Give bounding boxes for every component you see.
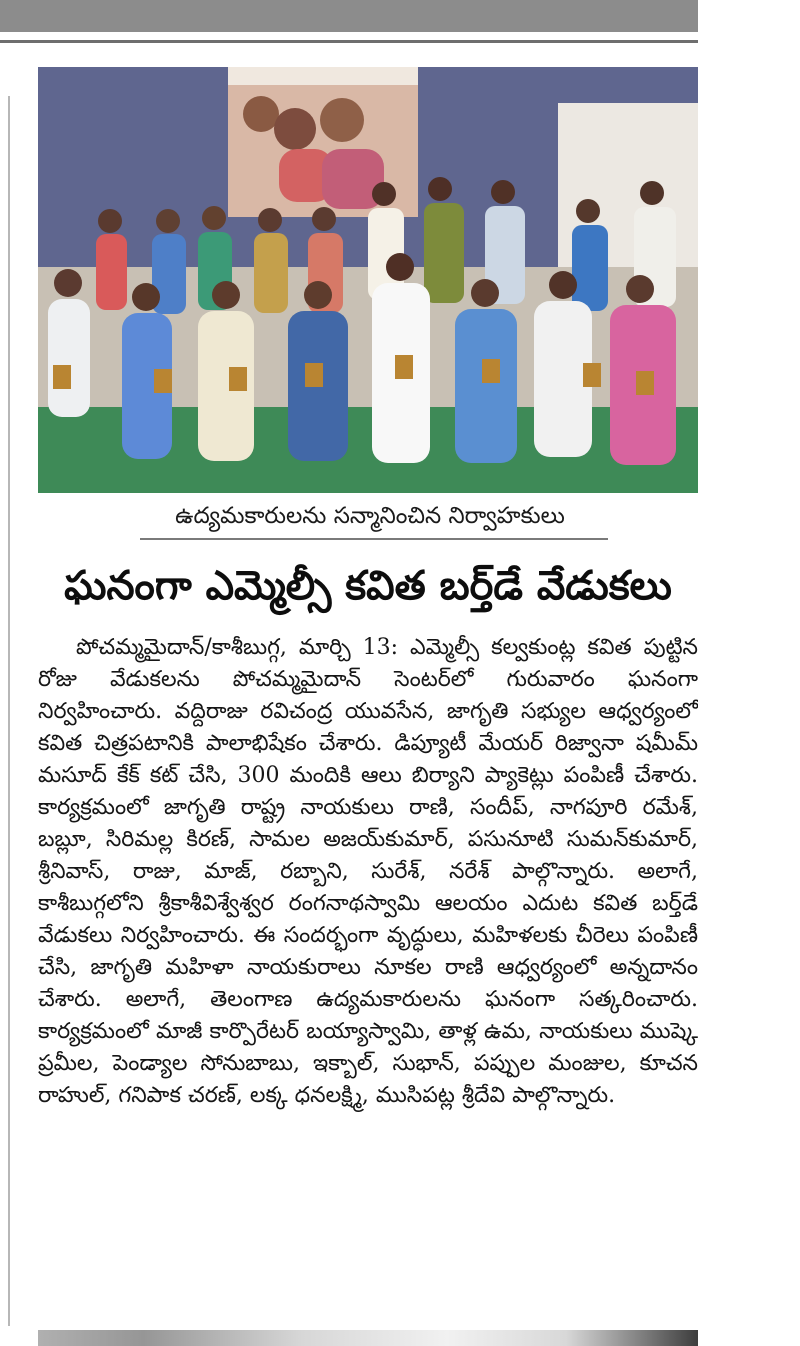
banner-portrait-2 [274, 108, 316, 150]
top-band [0, 0, 698, 32]
banner-portrait-1 [243, 96, 279, 132]
left-column-rule [8, 96, 10, 1326]
event-photo [38, 67, 698, 493]
event-photo-illustration [38, 67, 698, 493]
headline: ఘనంగా ఎమ్మెల్సీ కవిత బర్త్‌డే వేడుకలు [64, 563, 672, 609]
banner-portrait-3 [320, 98, 364, 142]
banner-top-strip [228, 67, 418, 85]
article-body: పోచమ్మమైదాన్/కాశీబుగ్గ, మార్చి 13: ఎమ్మెల్సీ కల్వకుంట్ల కవిత పుట్టిన రోజు వేడుకలను పోచమ్మమైదాన్ సెంటర్‌లో గురువారం ఘనంగా నిర్వహించారు. వద్దిరాజు రవిచంద్ర యువసేన, జాగృతి సభ్యుల ఆధ్వర్యంలో కవిత చిత్రపటానికి పాలాభిషేకం చేశారు. డిప్యూటీ మేయర్ రిజ్వానా షమీమ్ మసూద్ కేక్ కట్ చేసి, 300 మందికి ఆలు బిర్యాని ప్యాకెట్లు పంపిణీ చేశారు. కార్యక్రమంలో జాగృతి రాష్ట్ర నాయకులు రాణి, సందీప్, నాగపూరి రమేశ్, బబ్లూ, సిరిమల్ల కిరణ్, సామల అజయ్‌కుమార్, పసునూటి సుమన్‌కుమార్, శ్రీనివాస్, రాజు, మాజ్, రబ్బాని, సురేశ్, నరేశ్ పాల్గొన్నారు. అలాగే, కాశీబుగ్గలోని శ్రీకాశీవిశ్వేశ్వర రంగనాథస్వామి ఆలయం ఎదుట కవిత బర్త్‌డే వేడుకలు నిర్వహించారు. ఈ సందర్భంగా వృద్ధులు, మహిళలకు చీరెలు పంపిణీ చేసి, జాగృతి మహిళా నాయకురాలు నూకల రాణి ఆధ్వర్యంలో అన్నదానం చేశారు. అలాగే, తెలంగాణ ఉద్యమకారులను ఘనంగా సత్కరించారు. కార్యక్రమంలో మాజీ కార్పొరేటర్ బయ్యాస్వామి, తాళ్ల ఉమ, నాయకులు ముష్కె ప్రమీల, పెండ్యాల సోనుబాబు, ఇక్బాల్, సుభాన్, పప్పుల మంజుల, కూచన రాహుల్, గనిపాక చరణ్, లక్క ధనలక్ష్మి, ముసిపట్ల శ్రీదేవి పాల్గొన్నారు. [38, 635, 698, 1108]
photo-caption: ఉద్యమకారులను సన్మానించిన నిర్వాహకులు [175, 503, 565, 529]
bottom-photo-strip [38, 1330, 698, 1346]
top-rule [0, 40, 698, 43]
caption-underline [140, 538, 608, 540]
